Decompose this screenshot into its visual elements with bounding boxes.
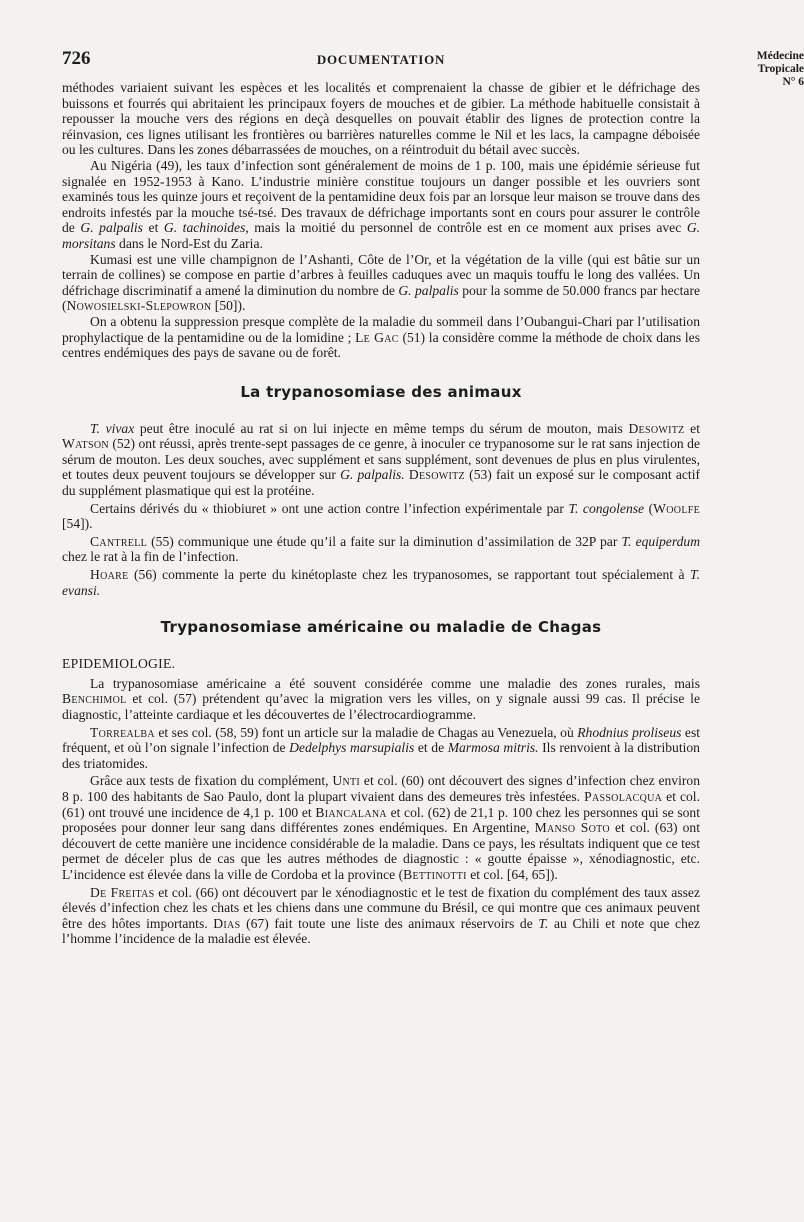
journal-name [714, 50, 804, 89]
paragraph-fixation: Grâce aux tests de fixation du complément, Unti et col. (60) ont découvert des signes d’infection chez environ 8 p. 100 des habitants de Sao Paulo, dont la plupart vivaient dans des demeures très infestées. Passolacqua et col. (61) ont trouvé une incidence de 4,1 p. 100 et Biancalana et col. (62) de 21,1 p. 100 chez les personnes qui se sont proposées pour donner leur sang dans différentes zones endémiques. En Argentine, Manso Soto et col. (63) ont découvert de cette manière une incidence considérable de la maladie. Dans ce pays, les résultats indiquent que ce test permet de déceler plus de cas que les autres méthodes de diagnostic : « goutte épaisse », xénodiagnostic, etc. L’incidence est élevée dans la ville de Cordoba et la province (Bettinotti et col. [64, 65]). [62, 773, 700, 882]
journal-issue: N° 6 [782, 76, 804, 88]
author-name: Watson [62, 436, 109, 452]
page-number: 726 [62, 48, 91, 69]
paragraph-nigeria: Au Nigéria (49), les taux d’infection sont généralement de moins de 1 p. 100, mais une épidémie sérieuse fut signalée en 1952-1953 à Kano. L’industrie minière constitue toujours un danger possible et les ouvriers sont examinés tous les quinze jours et reçoivent de la pentamidine deux fois par an lorsque leur maison se trouve dans des endroits infestés par la mouche tsé-tsé. Des travaux de défrichage importants sont en cours pour assurer le contrôle de G. palpalis et G. tachinoides, mais la moitié du personnel de contrôle est en ce moment aux prises avec G. morsitans dans le Nord-Est du Zaria. [62, 157, 701, 251]
paragraph-brazil: De Freitas et col. (66) ont découvert par le xénodiagnostic et le test de fixation du complément des taux assez élevés d’infection chez les chats et les chiens dans une commune du Brésil, ce qui montre que ces animaux peuvent être des hôtes importants. Dias (67) fait toute une liste des animaux réservoirs de T. au Chili et note que chez l’homme l’incidence de la maladie est élevée. [62, 884, 700, 947]
document-page [62, 48, 804, 947]
author-name: De Freitas [90, 884, 155, 900]
paragraph-hoare: Hoare (56) commente la perte du kinétoplaste chez les trypanosomes, se rapportant tout spécialement à T. evansi. [62, 567, 700, 598]
journal-name-line2: Tropicale [757, 63, 804, 75]
paragraph-cantrell: Cantrell (55) communique une étude qu’il a faite sur la diminution d’assimilation de 32P par T. equiperdum chez le rat à la fin de l’infection. [62, 533, 701, 565]
author-name: Le Gac [355, 329, 399, 345]
page-header [62, 48, 804, 88]
author-name: Bettinotti [403, 866, 467, 882]
paragraph-rural: La trypanosomiase américaine a été souvent considérée comme une maladie des zones rurales, mais Benchimol et col. (57) prétendent qu’avec la migration vers les villes, on y signale aussi 99 cas. Il précise le diagnostic, l’atteinte cardiaque et les découvertes de l’électrocardiogramme. [62, 675, 700, 722]
paragraph-oubangui: On a obtenu la suppression presque complète de la maladie du sommeil dans l’Oubangui-Chari par l’utilisation prophylactique de la pentamidine ou de la lomidine ; Le Gac (51) la considère comme la méthode de choix dans les centres endémiques des pays de savane ou de forêt. [62, 313, 701, 361]
author-name: Hoare [90, 567, 129, 583]
journal-name-line1: Médecine [756, 50, 804, 62]
author-name: Desowitz [628, 420, 685, 436]
author-name: Benchimol [62, 691, 127, 707]
author-name: Passolacqua [584, 788, 663, 804]
running-title: DOCUMENTATION [316, 52, 446, 67]
author-name: Desowitz [408, 467, 465, 483]
paragraph-thiobiuret: Certains dérivés du « thiobiuret » ont une action contre l’infection expérimentale par T. congolense (Woolfe [54]). [62, 500, 701, 532]
paragraph-vivax: T. vivax peut être inoculé au rat si on lui injecte en même temps du sérum de mouton, mais Desowitz et Watson (52) ont réussi, après trente-sept passages de ce genre, à inoculer ce trypanosome sur le rat sans injection de sérum de mouton. Les deux souches, avec supplément et sans supplément, sont devenues de plus en plus virulentes, et toutes deux peuvent toujours se développer sur G. palpalis. Desowitz (53) fait un exposé sur le composant actif du supplément plasmatique qui est la protéine. [62, 420, 700, 499]
section-heading-animal-trypanosomiasis: La trypanosomiase des animaux [240, 382, 522, 401]
section-heading-chagas: Trypanosomiase américaine ou maladie de Chagas [160, 618, 602, 637]
author-name: Biancalana [315, 804, 387, 820]
paragraph-kumasi: Kumasi est une ville champignon de l’Ashanti, Côte de l’Or, et la végétation de la ville (qui est bâtie sur un terrain de collines) se compose en partie d’arbres à feuilles caduques avec un maquis touffu le long des vallées. Un défrichage discriminatif a amené la diminution du nombre de G. palpalis pour la somme de 50.000 francs par hectare (Nowosielski-Slepowron [50]). [62, 251, 701, 314]
author-name: Woolfe [653, 500, 701, 516]
author-name: Unti [332, 773, 361, 789]
author-name: Cantrell [90, 533, 148, 549]
paragraph-continuation: méthodes variaient suivant les espèces et les localités et comprenaient la chasse de gibier et le défrichage des buissons et fourrés qui abritaient les principaux foyers de mouches et de gibier. La méthode habituelle consistait à repousser la mouche vers des régions en deçà desquelles on pouvait établir des lignes de protection contre la réinvasion, ces lignes utilisant les frontières ou barrières naturelles comme le Nil et les lacs, la campagne déboisée ou les cultures. Dans les zones débarrassées de mouches, on a réintroduit du bétail avec succès. [62, 80, 700, 158]
author-name: Nowosielski-Slepowron [66, 298, 212, 314]
author-name: Torrealba [90, 724, 155, 740]
subheading-epidemiology: EPIDEMIOLOGIE. [62, 656, 176, 672]
author-name: Manso Soto [534, 820, 610, 836]
paragraph-venezuela: Torrealba et ses col. (58, 59) font un article sur la maladie de Chagas au Venezuela, où Rhodnius proliseus est fréquent, et où l’on signale l’infection de Dedelphys marsupialis et de Marmosa mitris. Ils renvoient à la distribution des triatomides. [62, 724, 701, 771]
author-name: Dias [213, 915, 241, 931]
